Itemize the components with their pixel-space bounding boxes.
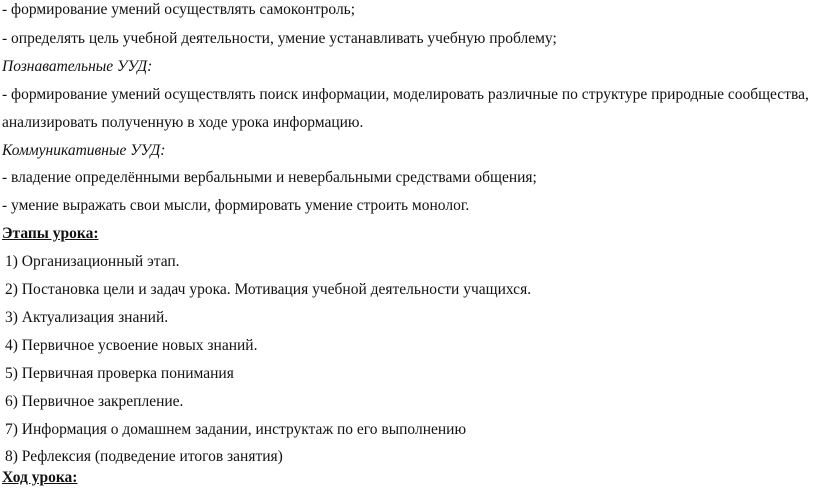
goal-define-learning-problem: - определять цель учебной деятельности, умение устанавливать учебную проблему; [2,30,557,47]
goal-self-control: - формирование умений осуществлять самоконтроль; [2,1,356,18]
lesson-stage-item: 8) Рефлексия (подведение итогов занятия) [5,448,283,465]
lesson-stages-heading: Этапы урока: [2,225,99,242]
lesson-stage-item: 4) Первичное усвоение новых знаний. [5,337,258,354]
cognitive-uud-item-line-1: - формирование умений осуществлять поиск информации, моделировать различные по структуре природные сообщества, [2,86,809,103]
communicative-uud-heading: Коммуникативные УУД: [2,142,166,159]
lesson-stage-item: 1) Организационный этап. [5,253,180,270]
lesson-stage-item: 3) Актуализация знаний. [5,309,169,326]
lesson-stage-item: 6) Первичное закрепление. [5,393,184,410]
lesson-stage-item: 7) Информация о домашнем задании, инструктаж по его выполнению [5,421,467,438]
lesson-stage-item: 2) Постановка цели и задач урока. Мотивация учебной деятельности учащихся. [5,281,532,298]
communicative-uud-item: - владение определёнными вербальными и невербальными средствами общения; [2,169,537,186]
lesson-stage-item: 5) Первичная проверка понимания [5,365,234,382]
communicative-uud-item: - умение выражать свои мысли, формировать умение строить монолог. [2,197,470,214]
cognitive-uud-heading: Познавательные УУД: [2,58,153,75]
cognitive-uud-item-line-2: анализировать полученную в ходе урока информацию. [2,114,364,131]
lesson-flow-heading: Ход урока: [2,469,78,486]
